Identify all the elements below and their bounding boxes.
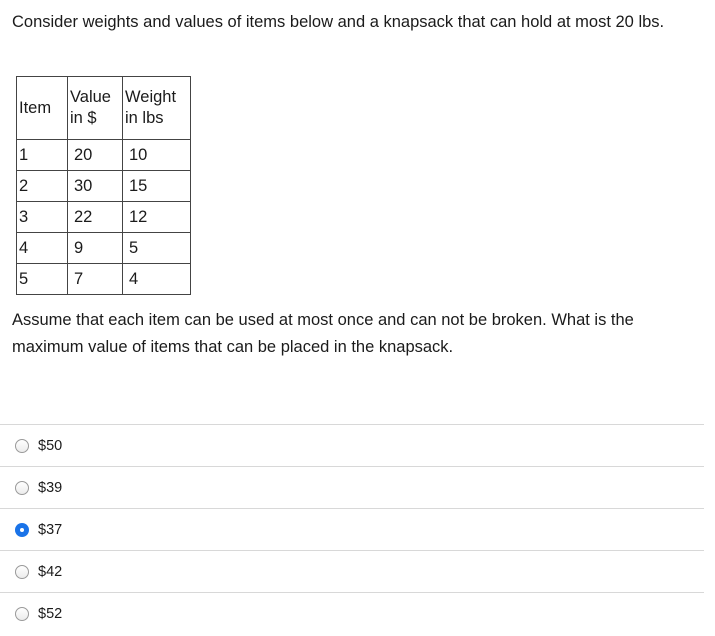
cell-weight: 5 xyxy=(123,233,191,264)
cell-value: 7 xyxy=(68,264,123,295)
question-intro: Consider weights and values of items below and a knapsack that can hold at most 20 lbs. xyxy=(12,13,665,31)
cell-item: 4 xyxy=(17,233,68,264)
radio-button[interactable] xyxy=(15,481,29,495)
cell-value: 20 xyxy=(68,140,123,171)
radio-button[interactable] xyxy=(15,439,29,453)
table-row xyxy=(17,264,191,295)
cell-weight: 4 xyxy=(123,264,191,295)
cell-weight: 12 xyxy=(123,202,191,233)
question-prompt: Assume that each item can be used at most once and can not be broken. What is the maximum value of items that can be placed in the knapsack. xyxy=(12,311,634,356)
table-row xyxy=(17,171,191,202)
cell-weight: 15 xyxy=(123,171,191,202)
cell-item: 3 xyxy=(17,202,68,233)
answer-option[interactable] xyxy=(0,550,704,592)
cell-weight: 10 xyxy=(123,140,191,171)
header-item: Item xyxy=(17,77,68,140)
radio-button[interactable] xyxy=(15,607,29,621)
option-label[interactable]: $37 xyxy=(38,521,63,538)
cell-item: 5 xyxy=(17,264,68,295)
answer-options xyxy=(0,424,704,634)
cell-value: 30 xyxy=(68,171,123,202)
answer-option[interactable] xyxy=(0,466,704,508)
cell-item: 2 xyxy=(17,171,68,202)
cell-value: 9 xyxy=(68,233,123,264)
table-row xyxy=(17,140,191,171)
option-label[interactable]: $39 xyxy=(38,479,63,496)
table-row xyxy=(17,202,191,233)
option-label[interactable]: $42 xyxy=(38,563,63,580)
answer-option[interactable] xyxy=(0,508,704,550)
header-value: Value in $ xyxy=(68,77,123,140)
option-label[interactable]: $52 xyxy=(38,605,63,622)
answer-option[interactable] xyxy=(0,424,704,466)
option-label[interactable]: $50 xyxy=(38,437,63,454)
radio-button[interactable] xyxy=(15,523,29,537)
answer-option[interactable] xyxy=(0,592,704,634)
items-table xyxy=(16,76,191,295)
table-row xyxy=(17,233,191,264)
cell-value: 22 xyxy=(68,202,123,233)
header-weight: Weight in lbs xyxy=(123,77,191,140)
table-header-row xyxy=(17,77,191,140)
cell-item: 1 xyxy=(17,140,68,171)
radio-button[interactable] xyxy=(15,565,29,579)
